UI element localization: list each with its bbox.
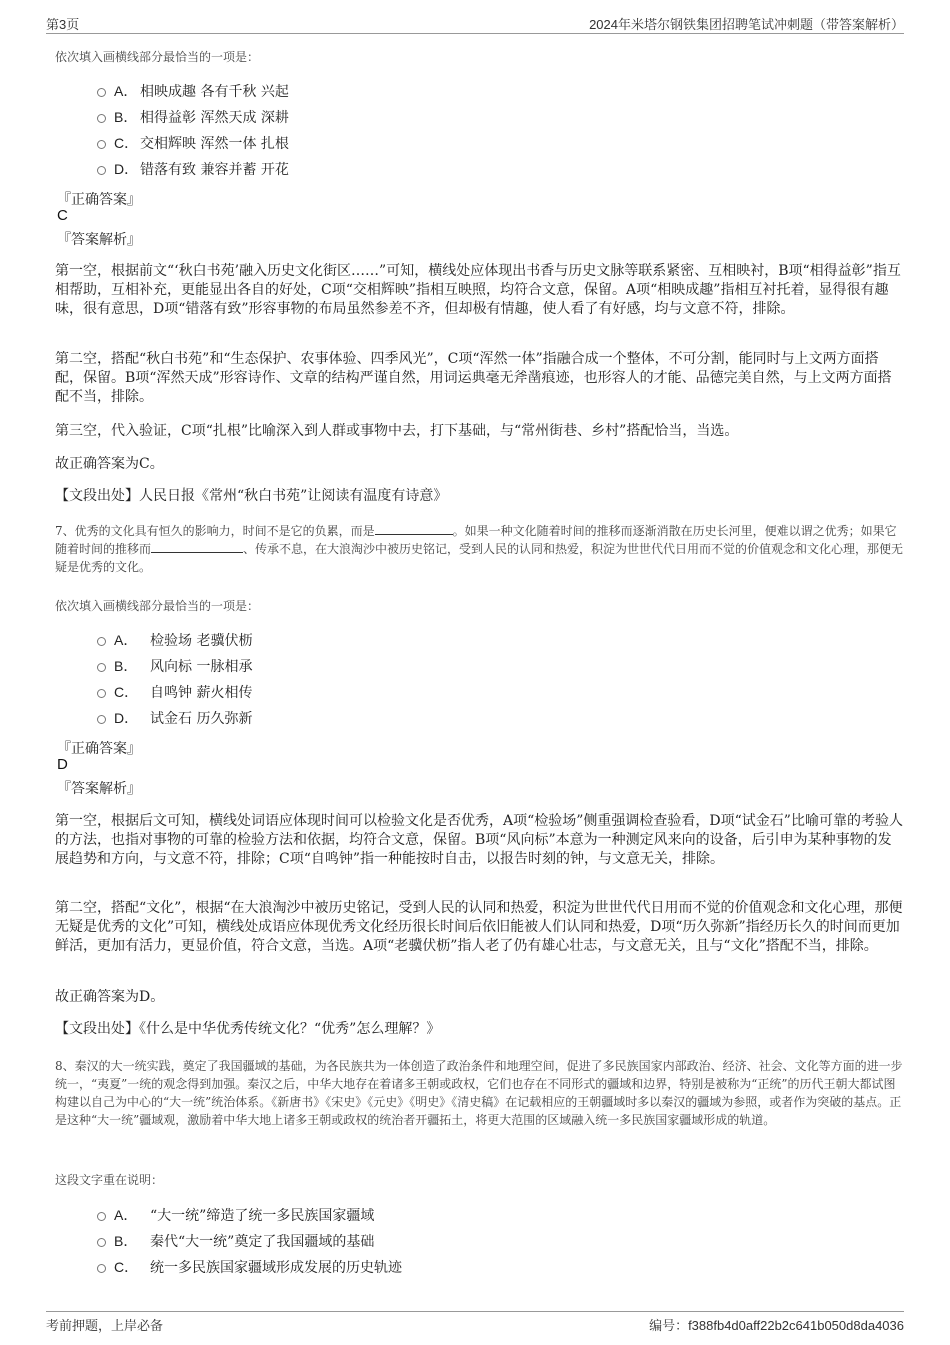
q6-analysis-p1: 第一空，根据前文“‘秋白书苑’融入历史文化街区……”可知，横线处应体现出书香与历史文脉等联系紧密、互相映衬，B项“相得益彰”指互相帮助，互相补充，更能显出各自的好处，C项“交相辉映”指相互映照，均符合文意，保留。A项“相映成趣”指相互衬托着，显得很有趣味，很有意思，D项“错落有致”形容事物的布局虽然参差不齐，但却极有情趣，使人看了有好感，均与文意不符，排除。 xyxy=(55,263,901,317)
q7-analysis-label: 『答案解析』 xyxy=(57,781,141,797)
q6-conclusion: 故正确答案为C。 xyxy=(55,456,164,472)
q7-analysis-p1: 第一空，根据后文可知，横线处词语应体现时间可以检验文化是否优秀，A项“检验场”侧重强调检查验看，D项“试金石”比喻可靠的考验人的方法，也指对事物的可靠的检验方法和依据，均符合文意，保留。B项“风向标”本意为一种测定风来向的设备，后引申为某种事物的发展趋势和方向，与文意不符，排除；C项“自鸣钟”指一种能按时自击，以报告时刻的钟，与文意无关，排除。 xyxy=(55,813,903,867)
q6-answer: C xyxy=(57,207,68,224)
radio-icon[interactable] xyxy=(97,114,106,123)
q6-analysis-label: 『答案解析』 xyxy=(57,232,141,248)
page-footer xyxy=(46,1311,904,1335)
q8-option-c[interactable]: C． 统一多民族国家疆域形成发展的历史轨迹 xyxy=(97,1257,402,1277)
document-id: 编号：f388fb4d0aff22b2c641b050d8da4036 xyxy=(649,1318,904,1333)
q6-analysis-p3: 第三空，代入验证，C项“扎根”比喻深入到人群或事物中去，打下基础，与“常州街巷、乡村”搭配恰当，当选。 xyxy=(55,423,739,439)
q7-answer: D xyxy=(57,756,68,773)
q7-answer-label: 『正确答案』 xyxy=(57,741,141,757)
q6-prompt: 依次填入画横线部分最恰当的一项是： xyxy=(55,50,260,64)
q6-option-b[interactable]: B． 相得益彰 浑然天成 深耕 xyxy=(97,107,289,127)
q7-analysis-p2: 第二空，搭配“文化”，根据“在大浪淘沙中被历史铭记，受到人民的认同和热爱，积淀为世世代代日用而不觉的价值观念和文化心理，那便无疑是优秀的文化”可知，横线处成语应体现优秀文化经历很长时间后依旧能被人们认同和热爱，D项“历久弥新”指经历长久的时间而更加鲜活，更加有活力，更显价值，符合文意，当选。A项“老骥伏枥”指人老了仍有雄心壮志，与文意无关，且与“文化”搭配不当，排除。 xyxy=(55,900,903,954)
q6-option-c[interactable]: C． 交相辉映 浑然一体 扎根 xyxy=(97,133,289,153)
page-header xyxy=(46,14,904,34)
q7-option-d[interactable]: D． 试金石 历久弥新 xyxy=(97,708,252,728)
q7-blank-2 xyxy=(151,541,243,553)
q6-option-d[interactable]: D． 错落有致 兼容并蓄 开花 xyxy=(97,159,289,179)
q6-answer-label: 『正确答案』 xyxy=(57,192,141,208)
radio-icon[interactable] xyxy=(97,715,106,724)
q7-prompt: 依次填入画横线部分最恰当的一项是： xyxy=(55,599,260,613)
radio-icon[interactable] xyxy=(97,1264,106,1273)
radio-icon[interactable] xyxy=(97,140,106,149)
radio-icon[interactable] xyxy=(97,689,106,698)
footer-slogan: 考前押题，上岸必备 xyxy=(46,1319,164,1334)
q6-option-a[interactable]: A． 相映成趣 各有千秋 兴起 xyxy=(97,81,289,101)
q6-source: 【文段出处】人民日报《常州“秋白书苑”让阅读有温度有诗意》 xyxy=(55,488,448,504)
radio-icon[interactable] xyxy=(97,1238,106,1247)
q7-option-c[interactable]: C． 自鸣钟 薪火相传 xyxy=(97,682,252,702)
q6-analysis-p2: 第二空，搭配“秋白书苑”和“生态保护、农事体验、四季风光”，C项“浑然一体”指融合成一个整体，不可分割，能同时与上文两方面搭配，保留。B项“浑然天成”形容诗作、文章的结构严谨自然，用词运典毫无斧凿痕迹，也形容人的才能、品德完美自然，与上文两方面搭配不当，排除。 xyxy=(55,351,892,405)
q7-option-a[interactable]: A． 检验场 老骥伏枥 xyxy=(97,630,252,650)
radio-icon[interactable] xyxy=(97,637,106,646)
radio-icon[interactable] xyxy=(97,1212,106,1221)
q7-stem: 7、优秀的文化具有恒久的影响力，时间不是它的负累，而是 。如果一种文化随着时间的推移而逐渐消散在历史长河里，便难以谓之优秀；如果它随着时间的推移而 、传承不息，在大浪淘沙中被历史铭记，受到人民的认同和热爱，积淀为世世代代日用而不觉的价值观念和文化心理，那便无疑是优秀的文化。 xyxy=(55,524,904,574)
radio-icon[interactable] xyxy=(97,166,106,175)
radio-icon[interactable] xyxy=(97,88,106,97)
q7-source: 【文段出处】《什么是中华优秀传统文化？“优秀”怎么理解？》 xyxy=(55,1021,441,1037)
radio-icon[interactable] xyxy=(97,663,106,672)
q7-option-b[interactable]: B． 风向标 一脉相承 xyxy=(97,656,252,676)
q7-blank-1 xyxy=(375,523,453,535)
document-title: 2024年米塔尔钢铁集团招聘笔试冲刺题（带答案解析） xyxy=(589,17,904,32)
q8-stem: 8、秦汉的大一统实践，奠定了我国疆域的基础，为各民族共为一体创造了政治条件和地理空间，促进了多民族国家内部政治、经济、社会、文化等方面的进一步统一，“夷夏”一统的观念得到加强。秦汉之后，中华大地存在着诸多王朝或政权，它们也存在不同形式的疆域和边界，特别是被称为“正统”的历代王朝大都试图构建以自己为中心的“大一统”统治体系。《新唐书》《宋史》《元史》《明史》《清史稿》在记载相应的王朝疆域时多以秦汉的疆域为参照，或者作为突破的基点。正是这种“大一统”疆域观，激励着中华大地上诸多王朝或政权的统治者开疆拓土，将更大范围的区域融入统一多民族国家疆域形成的轨道。 xyxy=(55,1059,903,1127)
q8-option-a[interactable]: A． “大一统”缔造了统一多民族国家疆域 xyxy=(97,1205,374,1225)
q8-option-b[interactable]: B． 秦代“大一统”奠定了我国疆域的基础 xyxy=(97,1231,374,1251)
q7-conclusion: 故正确答案为D。 xyxy=(55,989,165,1005)
page-number: 第3页 xyxy=(46,17,80,32)
q8-prompt: 这段文字重在说明： xyxy=(55,1173,164,1187)
